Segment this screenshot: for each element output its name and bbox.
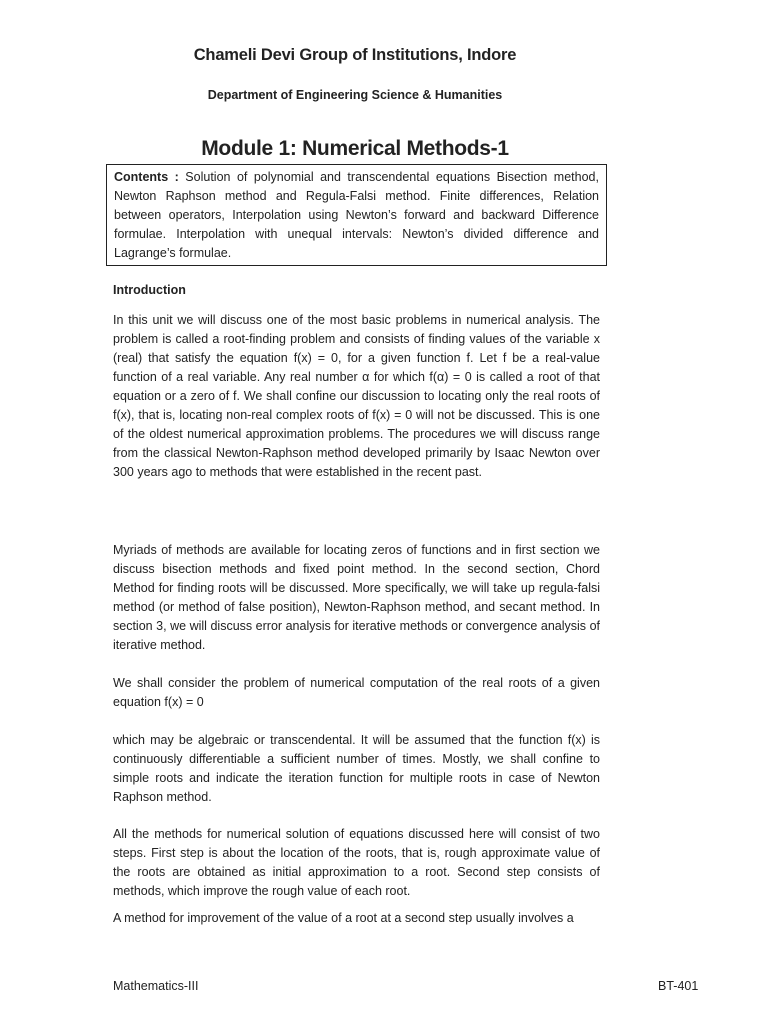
module-title: Module 1: Numerical Methods-1 [201, 137, 509, 160]
paragraph-4: which may be algebraic or transcendental. It will be assumed that the function f(x) is continuously differentiable a sufficient number of times. Mostly, we shall confine to simple roots and indicate the iteration function for multiple roots in case of Newton Raphson method. [113, 733, 600, 804]
paragraph-3: We shall consider the problem of numerical computation of the real roots of a given equation f(x) = 0 [113, 676, 600, 709]
paragraph-5: All the methods for numerical solution of equations discussed here will consist of two steps. First step is about the location of the roots, that is, rough approximate value of the roots are obtained as initial approximation to a root. Second step consists of methods, which improve the rough value of each root. [113, 827, 600, 898]
introduction-heading: Introduction [113, 283, 186, 297]
footer-code: BT-401 [658, 979, 699, 993]
department-name: Department of Engineering Science & Humanities [207, 88, 503, 102]
paragraph-1: In this unit we will discuss one of the most basic problems in numerical analysis. The problem is called a root-finding problem and consists of finding values of the variable x (real) that satisfy the equation f(x) = 0, for a given function f. Let f be a real-value function of a real variable. Any real number α for which f(α) = 0 is called a root of that equation or a zero of f. We shall confine our discussion to locating only the real roots of f(x), that is, locating non-real complex roots of f(x) = 0 will not be discussed. This is one of the oldest numerical approximation problems. The procedures we will discuss range from the classical Newton-Raphson method developed primarily by Isaac Newton over 300 years ago to methods that were established in the recent past. [113, 313, 600, 479]
footer-course: Mathematics-III [113, 979, 199, 993]
paragraph-6: A method for improvement of the value of a root at a second step usually involves a [113, 911, 574, 925]
contents-box [106, 164, 607, 266]
contents-label: Contents : [114, 170, 179, 184]
institution-name: Chameli Devi Group of Institutions, Indore [193, 46, 517, 64]
contents-text: Solution of polynomial and transcendental equations Bisection method, Newton Raphson method and Regula-Falsi method. Finite differences, Relation between operators, Interpolation using Newton’s forward and backward Difference formulae. Interpolation with unequal intervals: Newton’s divided difference and Lagrange’s formulae. [114, 170, 599, 260]
paragraph-2: Myriads of methods are available for locating zeros of functions and in first section we discuss bisection methods and fixed point method. In the second section, Chord Method for finding roots will be discussed. More specifically, we will take up regula-falsi method (or method of false position), Newton-Raphson method, and secant method. In section 3, we will discuss error analysis for iterative methods or convergence analysis of iterative method. [113, 543, 600, 652]
